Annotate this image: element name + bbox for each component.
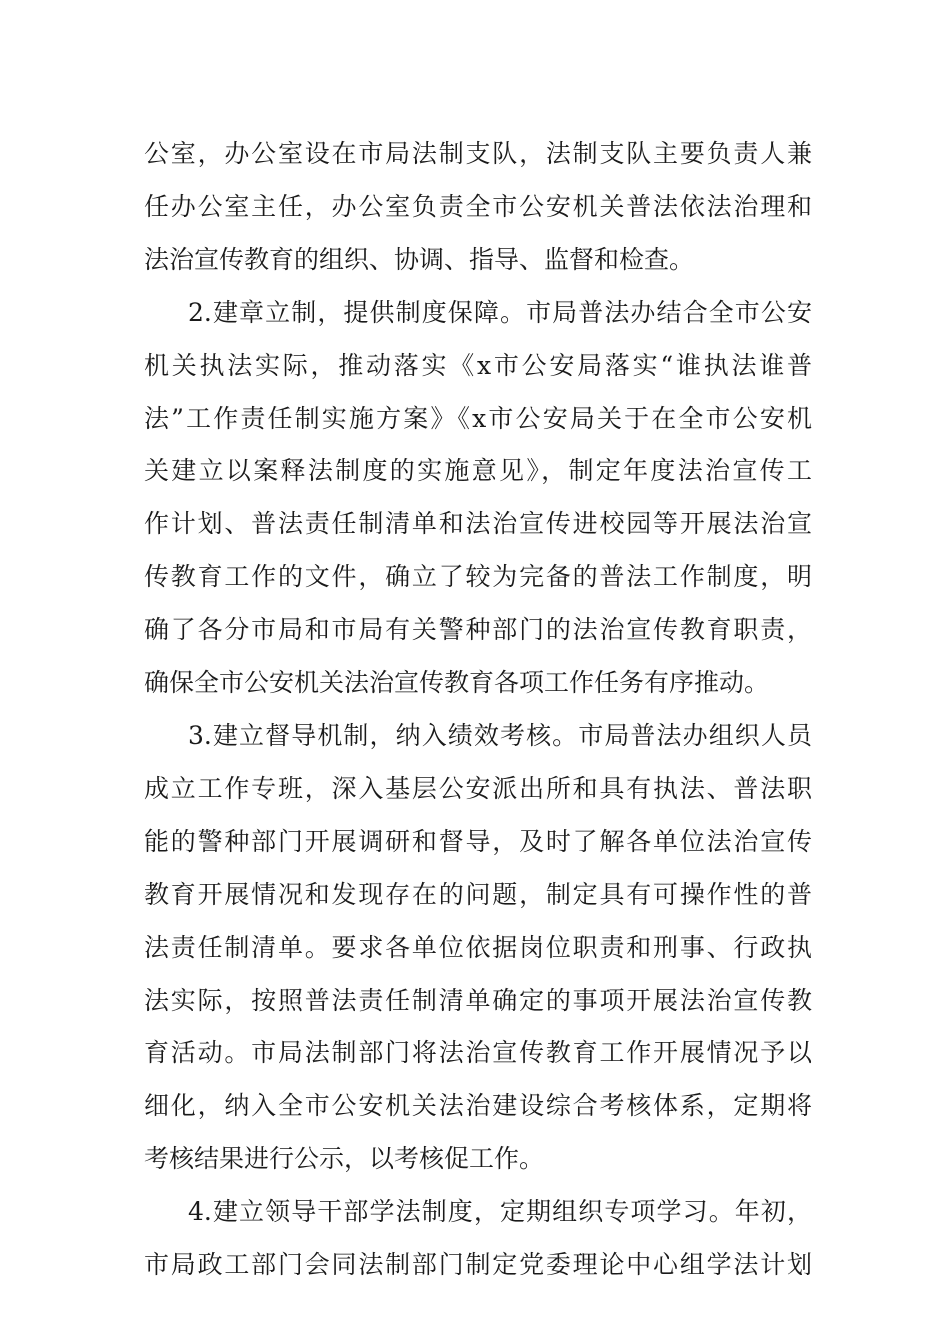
text-line: 4.建立领导干部学法制度，定期组织专项学习。年初， xyxy=(188,1197,812,1227)
text-line: 2.建章立制，提供制度保障。市局普法办结合全市公安 xyxy=(188,297,812,327)
text-line: 成立工作专班，深入基层公安派出所和具有执法、普法职 xyxy=(144,773,812,803)
text-line: 市局政工部门会同法制部门制定党委理论中心组学法计划 xyxy=(144,1250,812,1280)
text-line: 法实际，按照普法责任制清单确定的事项开展法治宣传教 xyxy=(144,985,812,1015)
text-line: 公室，办公室设在市局法制支队，法制支队主要负责人兼 xyxy=(144,139,812,168)
text-line: 任办公室主任，办公室负责全市公安机关普法依法治理和 xyxy=(144,191,812,221)
text-line: 教育开展情况和发现存在的问题，制定具有可操作性的普 xyxy=(144,879,812,909)
text-line: 确了各分市局和市局有关警种部门的法治宣传教育职责， xyxy=(144,615,812,645)
text-line: 法责任制清单。要求各单位依据岗位职责和刑事、行政执 xyxy=(144,932,812,962)
paragraph-2-regulations xyxy=(144,287,812,710)
text-line: 考核结果进行公示，以考核促工作。 xyxy=(144,1144,545,1174)
text-line: 传教育工作的文件，确立了较为完备的普法工作制度，明 xyxy=(144,562,812,592)
paragraph-4-leadership-study xyxy=(144,1186,812,1292)
text-line: 育活动。市局法制部门将法治宣传教育工作开展情况予以 xyxy=(144,1038,812,1068)
text-line: 细化，纳入全市公安机关法治建设综合考核体系，定期将 xyxy=(144,1091,812,1121)
paragraph-3-supervision xyxy=(144,710,812,1186)
text-line: 确保全市公安机关法治宣传教育各项工作任务有序推动。 xyxy=(144,668,770,698)
text-line: 机关执法实际，推动落实《x市公安局落实“谁执法谁普 xyxy=(144,350,812,380)
text-line: 法”工作责任制实施方案》《x市公安局关于在全市公安机 xyxy=(144,403,812,433)
text-line: 法治宣传教育的组织、协调、指导、监督和检查。 xyxy=(144,244,695,274)
paragraph-continuation xyxy=(144,128,812,287)
text-line: 关建立以案释法制度的实施意见》，制定年度法治宣传工 xyxy=(144,456,812,486)
text-line: 能的警种部门开展调研和督导，及时了解各单位法治宣传 xyxy=(144,826,812,856)
text-line: 作计划、普法责任制清单和法治宣传进校园等开展法治宣 xyxy=(144,509,812,539)
document-body xyxy=(144,128,812,1292)
text-line: 3.建立督导机制，纳入绩效考核。市局普法办组织人员 xyxy=(188,720,812,750)
